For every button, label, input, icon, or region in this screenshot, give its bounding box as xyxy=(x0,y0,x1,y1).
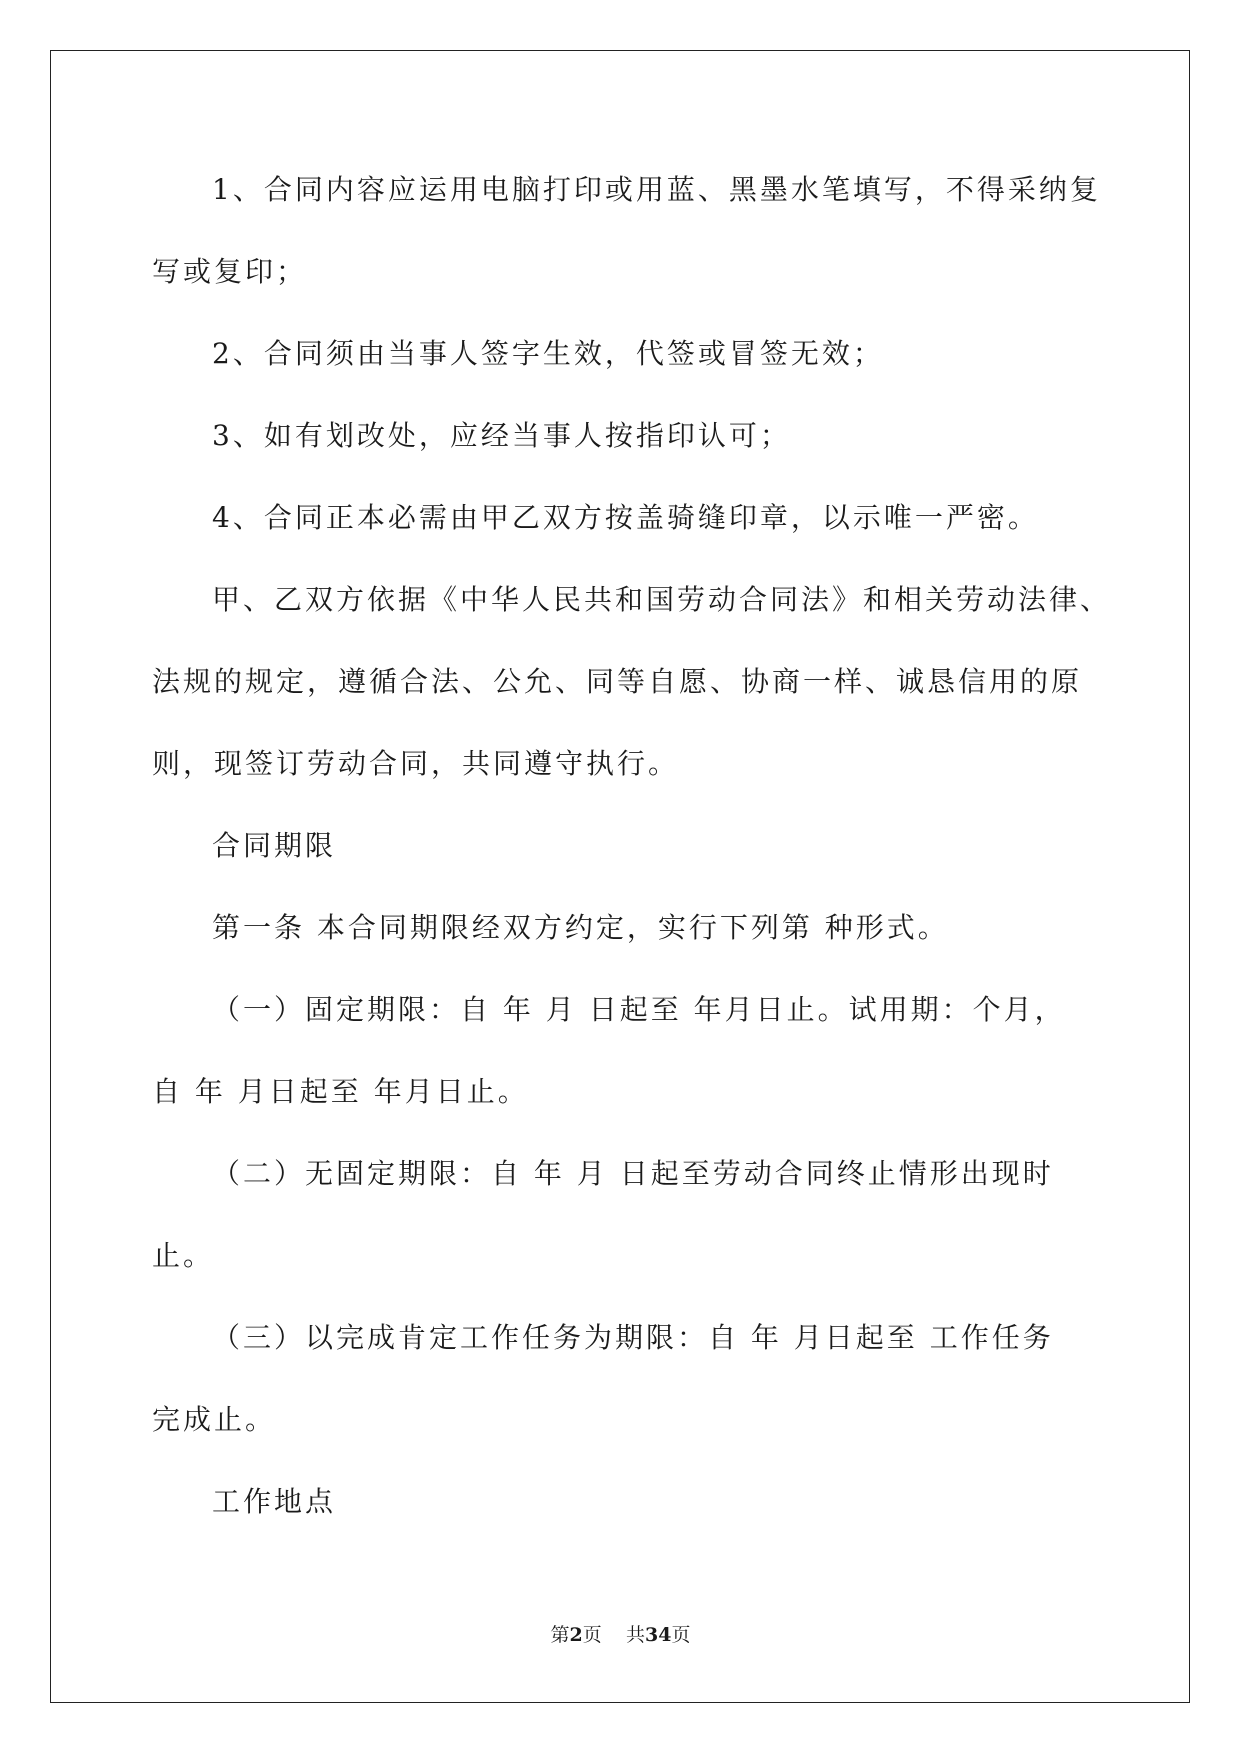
page-frame xyxy=(50,50,1190,1703)
footer-total-suffix: 页 xyxy=(671,1624,691,1646)
text-line: 1、合同内容应运用电脑打印或用蓝、黑墨水笔填写，不得采纳复 xyxy=(212,173,1101,206)
text-line: （三）以完成肯定工作任务为期限：自 年 月日起至 工作任务 xyxy=(212,1321,1054,1354)
page-footer xyxy=(0,1622,1241,1648)
footer-prefix: 第 xyxy=(550,1624,570,1646)
text-line: 甲、乙双方依据《中华人民共和国劳动合同法》和相关劳动法律、 xyxy=(212,583,1112,616)
section-heading: 合同期限 xyxy=(212,829,337,862)
text-line: （二）无固定期限：自 年 月 日起至劳动合同终止情形出现时 xyxy=(212,1157,1054,1190)
text-line: 第一条 本合同期限经双方约定，实行下列第 种形式。 xyxy=(212,911,949,944)
total-pages-number: 34 xyxy=(644,1624,672,1646)
text-line: 止。 xyxy=(152,1239,215,1272)
text-line: （一）固定期限：自 年 月 日起至 年月日止。试用期：个月， xyxy=(212,993,1066,1026)
text-line: 法规的规定，遵循合法、公允、同等自愿、协商一样、诚恳信用的原 xyxy=(152,665,1083,698)
current-page-number: 2 xyxy=(569,1624,583,1646)
footer-page-word: 页 xyxy=(582,1624,602,1646)
text-line: 4、合同正本必需由甲乙双方按盖骑缝印章，以示唯一严密。 xyxy=(212,501,1039,534)
text-line: 写或复印； xyxy=(152,255,308,288)
text-line: 则，现签订劳动合同，共同遵守执行。 xyxy=(152,747,680,780)
text-line: 2、合同须由当事人签字生效，代签或冒签无效； xyxy=(212,337,884,370)
text-line: 3、如有划改处，应经当事人按指印认可； xyxy=(212,419,791,452)
text-line: 完成止。 xyxy=(152,1403,277,1436)
section-heading: 工作地点 xyxy=(212,1485,337,1518)
footer-total-prefix: 共 xyxy=(625,1624,645,1646)
text-line: 自 年 月日起至 年月日止。 xyxy=(152,1075,529,1108)
